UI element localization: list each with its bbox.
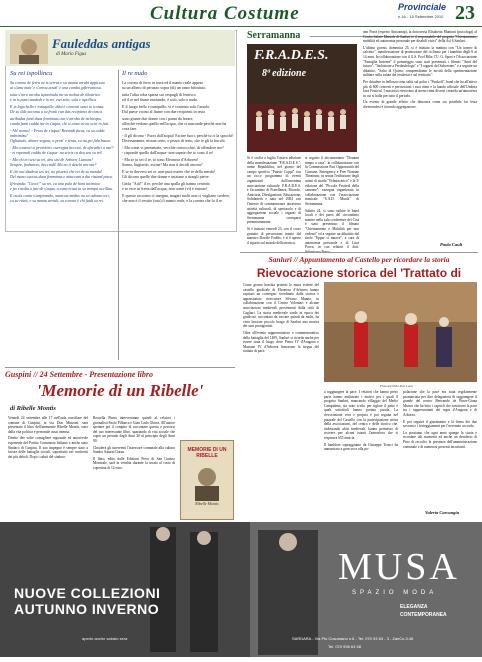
column-divider bbox=[118, 70, 119, 360]
poem-line: - Ah! nonno! - Feras de s'aqua! Bessindi furas, cu sa calda imbrimizu! bbox=[10, 128, 105, 138]
poem-line: che non è il vestito (suo) il manto reale, e la corona che fa il re. bbox=[122, 198, 223, 203]
guspini-col1 bbox=[8, 416, 88, 518]
paragraph: Il libro, edito dalle Edizioni Press di San Gavino Monreale, sarà in vendita durante la serata al costo di copertina di 12 euro. bbox=[93, 456, 175, 470]
section-rule bbox=[5, 367, 235, 368]
poem-line: E il luogo bello e tranquillo, vi è contento solo l'assolo. bbox=[122, 104, 211, 109]
poem-line: Sa corona de ferru ne is serras e su mantu arrabi appiccau bbox=[10, 80, 105, 85]
paragraph: ano Porrà (esperto Anisomap), la dottoressa Elisabetta Muntoni (psicologa) al Centro Salute Mentale di Sanluri) e il responsabile del progetto "Orientamento, mobilità ed autonomia personale per disabili visivi" della Asl 6 Sanluri. bbox=[363, 30, 477, 44]
poem-sardo-title: Su rei ispollincu bbox=[10, 70, 53, 77]
poem-line: ed il re nel fiume nuotando, è solo, solo e nudo. bbox=[122, 97, 199, 102]
poem-line: De su ilda accomu a su fronti cun das recipienti de conca bbox=[10, 109, 103, 114]
advert-title-line2: AUTUNNO INVERNO bbox=[14, 601, 160, 617]
advert-musa-phone: Tel. 070 936 63 58 bbox=[328, 644, 361, 649]
sanluri-headline: Rievocazione storica del 'Trattato di bbox=[256, 266, 462, 280]
advert-musa-line1: ELEGANZA bbox=[400, 604, 428, 610]
poem-line: Dal paese vicino al fiume con due recipienti in testa bbox=[122, 109, 205, 114]
poem-line: E in logu bella e tranquilla, ddui è contenti sezzi in iconza. bbox=[10, 104, 105, 109]
paragraph: Un evento di grande effetto che dimostra come sia possibile far festa divertendosi e facendo aggregazione. bbox=[363, 100, 477, 109]
paragraph: Per chiudere in bellezza sono saliti sul palco i "Funkoff", band che ha all'attivo più di 600 concerti e percussioni i suoi ritmi e la banda ufficiale dell'Umbria Jazz Festival. I musicisti rievocano al meno ritmi diversi creando un'atmosfera in cui si balla per tutto il periodo. bbox=[363, 79, 477, 98]
poem-line: e se esce in fretta dall'acqua, non come (vi) è entrato! bbox=[122, 186, 208, 191]
paragraph: Come giorno brachia protesti le mura esterne del castello giudicale di Eleonora d'Arborea hanno ospitato un convegno coordinato dalla storica e appassionato ricercatore Silvano Manno, in collaborazione con il Centro Volontari e alcune associazioni medievali provenienti dalla città di Cagliari. La storia medievale sardo in epoca dei giudicati, raccontata da toccare quindi da molti, ha visto lasciare piccolo borgo di Sanluri una mostra dei suoi protagonisti. bbox=[243, 283, 319, 329]
advert-collections-subline: aperto anche sabato sera bbox=[82, 636, 128, 641]
serramanna-col3 bbox=[363, 30, 477, 242]
sanluri-kicker: Sanluri // Appuntamento al Castello per ricordare la storia bbox=[268, 255, 450, 264]
poem-line: - ei repeandi cuddu de s'aqua- nu sciris ca deu seu su rei! bbox=[10, 150, 103, 155]
paragraph: Sabato 24, si sono esibite le band locali e dei paesi del circondario mentre nella sala conferenze del Cisa è stato presentato il filmato "Orientamento e Mobilità per non vedenti" ed a seguire un dibattito dal titolo "Eppur si muove", a cura di autonomia personale e di Luca Porcu, in con relatori il dott. bbox=[305, 208, 359, 250]
section-title: Cultura Costume bbox=[150, 3, 300, 24]
poem-sardo-text bbox=[10, 80, 116, 362]
poem-it-text bbox=[122, 80, 234, 362]
paragraph: Chiuderà gli interventi l'assessore comunale alla cultura Sandro Saturni Garau. bbox=[93, 445, 175, 455]
poem-line: sono giunte due donne con i panni da lavare, bbox=[122, 116, 194, 121]
poem-line: Sonno, bugiardo, escine! Ma non ti decidi ancora? bbox=[122, 162, 203, 167]
paragraph: L'ultimo giorno, domenica 25, si è iniziato la mattina con "Un torneo di calcetto", manifestazione di promozione del ciclismo per i bambini degli 6 ai 14 anni. In collaborazione con il G.S. Pool Bike, l'U. G. Sport e l'Associazione "Famiglia Insieme" il pomeriggio sono stati presentati, i filmati "Anni del futuro", "Inclusione a Perdasdefogu" e "I ragazzi del Saboronec" e a seguire un dibattito, "Salto di Quirra: comprendiamo le novità della sperimentazione militare sulla salute dei residenti e sul territorio". bbox=[363, 45, 477, 78]
poem-line: tutta l'altra roba sparsa sui cespugli di lentisco bbox=[122, 92, 196, 97]
poem-line: Del mano cuccus duas femminas e attaccant a dui ristand piscu. bbox=[10, 174, 113, 179]
page-number: 23 bbox=[455, 2, 475, 24]
poem-line: - Il gli dicono - Fuori dall'acqua! Escine fuori, perchè tu ci la spacchi! bbox=[122, 133, 234, 138]
serramanna-signature: Paola Cauli bbox=[440, 242, 463, 247]
advert-collections-title bbox=[14, 585, 160, 617]
guspini-author: di Ribelle Montis bbox=[10, 405, 56, 412]
newspaper-brand: Provinciale bbox=[398, 2, 447, 12]
poem-line: - Ma contenti si permittiri, cuevegas becciai, de aferadiri a mei? bbox=[10, 145, 114, 150]
poem-it-title: Il re nudo bbox=[122, 70, 148, 77]
paragraph: Rossella Pinna interverranno quindi al relatori i giornalisti Paolo Pillonca e Gian Carlo Ghirra. All'autore spettare poi il compito di raccontare questo e percorsi del suo interessante libro, spaziando di vita sociale che copre un periodo dagli Anni 20 al principio degli Anni 90. bbox=[93, 416, 175, 443]
advert-musa-brand: MUSA bbox=[338, 546, 460, 588]
poem-line: cundu funti cudda me in s'aqua, chi si ciuat cu na scirt in futi. bbox=[10, 121, 109, 126]
frades-photo-title: F.R.A.D.E.S. bbox=[254, 48, 329, 63]
poem-section-title: Fauleddas antigas bbox=[52, 36, 151, 51]
poem-line: E se tu davvero sei re, non puoi essere che re della merda! bbox=[122, 169, 215, 174]
poem-line: e in is pumi saudedi e in rei, esti solu, solu e ispollicu. bbox=[10, 97, 97, 102]
poem-line: Gli dicono quelle due donne e iniziano a tirargli pietre. bbox=[122, 174, 210, 179]
paragraph: Il hanblore sopraggiunto da Giuseppe Tronci ha annunciato a gran voce alla po- bbox=[324, 442, 398, 452]
serramanna-col1 bbox=[247, 156, 301, 248]
sanluri-col1 bbox=[243, 283, 319, 518]
sanluri-photo bbox=[324, 282, 477, 382]
serramanna-col2 bbox=[305, 156, 359, 248]
poem-line: E cuola contu s'ampirando, mancosi medus nu ca odiana crei, bbox=[10, 193, 110, 198]
paragraph: La possiamo che ogni anno spunge la storia e ricordare tali momenti ed anche un desiderio di Pino di raccolto la presenza dell'amministrazione comunale e di numerosi presenti incuriositi. bbox=[403, 430, 477, 449]
poem-line: allorchè vedono quello nell'acqua, che si nasconde perchè non ha cosa fare. bbox=[122, 121, 227, 131]
poem-author: di Mario Figus bbox=[56, 52, 87, 57]
paragraph: Si è iniziato venerdì 23, con il corso gratuito di percussioni tenuto dal maestro Davide Foddis, e si è aperto il sipario sul mondo della musica. bbox=[247, 226, 301, 245]
paragraph: E poi seguirà il giuramento e la firma dei due sovrani e i festeggiamenti per l'avvenuto accordo. bbox=[403, 419, 477, 429]
serramanna-label: Serramanna bbox=[247, 30, 301, 41]
poem-line: - rispondè quello dall'acqua- non sapete che io sono il re! bbox=[122, 150, 214, 155]
guspini-headline: 'Memorie di un Ribelle' bbox=[36, 381, 204, 400]
book-cover-title: MEMORIE DI UN RIBELLE bbox=[187, 447, 227, 459]
poem-line: su un albero di peruzzo sopra (di) un ramo bifostuto. bbox=[122, 85, 207, 90]
poem-line: Ifrivandu: "Gecci!" su rei, cu una pala dè bant turimiau bbox=[10, 181, 100, 186]
paragraph: Diretto dee volte consigliere regionale ed autorevole esponente del Partito Comunista Italiano e anche stato Sindaco di Guspini. Il suo impegno è sempre stato a favore delle battaglie sociali, soprattutto nei confronti dei più deboli. Dopo i saluti del sindaco bbox=[8, 436, 88, 459]
advert-musa-address: SARDARA - Via Pio Cusumano n.6 - Tel. 070 93 63 - 3 - ZanCo.3.46 bbox=[292, 636, 414, 641]
book-portrait-icon bbox=[181, 461, 233, 501]
poem-line: ca su riùrà, e su mantu arriali, sa corona è chi faidi su rei. bbox=[10, 198, 104, 203]
paragraph: Oltre all'evento rappresentativo e commemorativo della battaglia del 1409, Sanluri si ricorda anche per essere stata il luogo dove Pietro IV d'Aragona e Mariano IV d'Arborea firmarono la tregua del trattato di pace. bbox=[243, 330, 319, 354]
issue-info: n.16 - 15 Settembre 2010 bbox=[398, 14, 444, 19]
paragraph: Venerdì 24 settembre alle 17 nell'aula consiliare del comune di Guspini, in via Don Minzoni, sarà presentato il libro dell'ammonite Ribelle Montis, sono dalla vita politica e personale assai intensa. bbox=[8, 416, 88, 434]
paragraph: si seguito il documentario "Donami tempo a casa", in collaborazione con la Commissione Pari Opportunità del Comune, Emergency e Free Nomine Theatrum; in serata l'esibizione degli artisti di strada "Velmiacarico" e la 3ª edizione del "Piccolo Festival della canzone", rassegna organizzata in collaborazione con l'associazione musicale "S.A.D. Musik" di Serramanna. bbox=[305, 156, 359, 206]
guspini-col2 bbox=[93, 416, 175, 518]
guspini-kicker: Guspini // 24 Settembre - Presentazione libro bbox=[5, 370, 154, 379]
sanluri-col2 bbox=[324, 390, 398, 518]
poem-line: - Ma come vi permettete, vecchie convocchie, di offendere me? bbox=[122, 145, 224, 150]
paragraph: polazione che la pace era stata regolarmente pronunciata per dire delegazioni di raggiungere il grande del nostro Bertrando de Pinos-Giana Munos che ha letto i capitoli che sancirono la pace tra i rappresentanti dei regni d'Aragona e di Arborea. bbox=[403, 390, 477, 417]
sanluri-signature: Valeria Carcangiu bbox=[425, 510, 460, 515]
poem-line: atribudas funti duas femminas cun s'arroba de ischirapu, bbox=[10, 116, 102, 121]
advert-musa-line2: CONTEMPORANEA bbox=[400, 612, 447, 618]
poem-line: Grida "Aiii!" il re, perchè una spalla gli hanno centrato bbox=[122, 181, 210, 186]
section-rule bbox=[240, 252, 478, 253]
poem-line: La corona di ferro in terra ed il manto reale appeso bbox=[122, 80, 204, 85]
poem-line: - Ma chi tei sesi su rei, deu seu de Arborei Lianora! bbox=[10, 157, 93, 162]
poem-line: e po s'ardia a fari de s'aqua, u cuna ecaut in sa trompa uccillau. bbox=[10, 186, 114, 191]
frades-photo-subtitle: 8ª edizione bbox=[262, 68, 307, 79]
poem-line: totta s'arra arrobu ispanitudu me su mobas de illastrieu bbox=[10, 92, 100, 97]
sanluri-photo-caption: Foto archivio Pro Loco bbox=[380, 384, 413, 388]
poem-line: Sempre, frabanciu, beccindi! Ma no ti deschi ancora? bbox=[10, 162, 97, 167]
paragraph: a raggiungere la pace. I relatori che hanno preso parte hanno analizzato i motivi per i quali il progetto Sanluri, mancando villaggio del Medio Campidano, sta stato scelto per siglare il patto e quali sottotitoli hanno portato parola. La rievocazione vera e propria è poi seguita nel piazzale del Castello con la partecipazione attiva della associazioni, del centro e delle storico che, indossando abiti medievali, hanno permesso di rivivere per alcuni istanti l'atmosfera che si respirava 655 anni fa. bbox=[324, 390, 398, 440]
book-cover-author: Ribelle Montis bbox=[195, 501, 219, 506]
sanluri-col3 bbox=[403, 390, 477, 508]
book-cover bbox=[180, 440, 234, 520]
poem-line: Diversamente, nissun certo, o pezzo di testo, che te gli la bucchi. bbox=[122, 138, 226, 143]
advert-musa-tagline: SPAZIO MODA bbox=[352, 590, 438, 596]
advert-title-line1: NUOVE COLLEZIONI bbox=[14, 585, 161, 601]
paragraph: Si è svolta a luglio l'ottava edizione della manifestazione "F.R.A.D.E.S.", nome Repubblica, nel giorno del campo sportivo "Fausto Coppi" con un ricco programma di eventi organizzati dall'omonima associazione culturale. F.R.A.D.E.S. è l'acronimo di Fratellanza, Ricordo, Amicizia, Divulgazione, Educazione, Solidarietà e nata nel 2004 con l'intento di commemorare attraverso attività culturali, di spettacolo e di aggregazione sociale i ragazzi di Serramanna scomparsi prematuramente. bbox=[247, 156, 301, 225]
poem-line: Ogliaindo, abiare segura, a prezi' e tenta, cu nu gei fidu bucas. bbox=[10, 138, 112, 143]
poem-line: ai s'umu matt' e s'arrou acudi' e una cumba gifiervanosu. bbox=[10, 85, 102, 90]
poem-line: E chi nui diadesa ses rei, no pistessi che rei de su mundu! bbox=[10, 169, 103, 174]
author-portrait-icon bbox=[10, 34, 48, 64]
poem-line: E questo racconto ci insegna, magari molti non ci vogliano credere, bbox=[122, 193, 230, 198]
poem-line: - Ma se tu sei il re, io sono Eleonora d'Arborea! bbox=[122, 157, 199, 162]
